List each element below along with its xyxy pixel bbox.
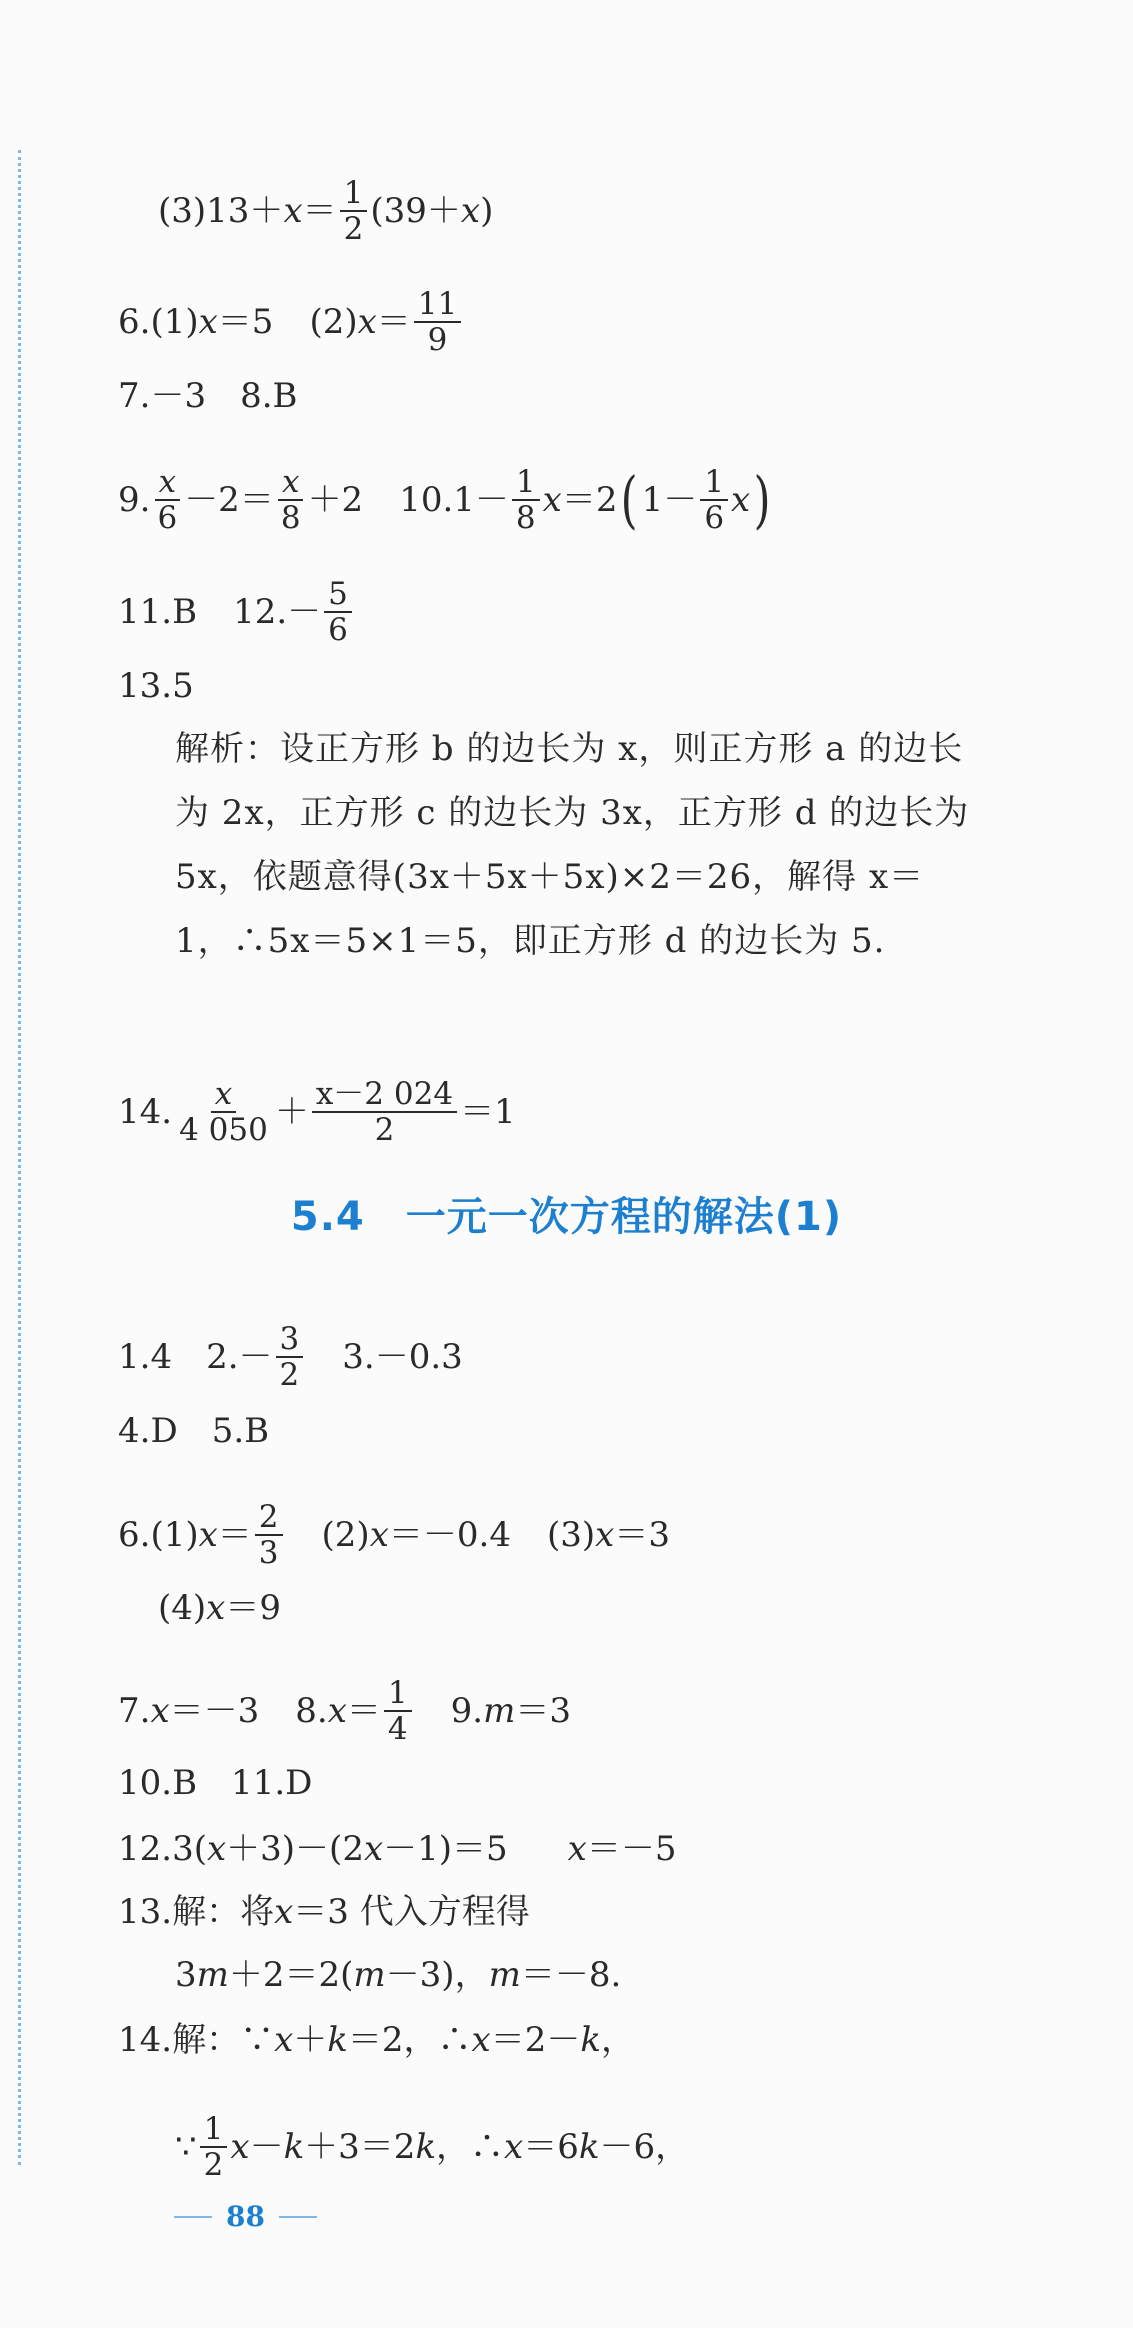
denominator: 8	[515, 500, 536, 536]
numerator: x	[211, 1077, 236, 1113]
text: －3)，	[385, 1955, 489, 1995]
var: x	[460, 191, 481, 231]
text: ＝3	[515, 1691, 571, 1731]
answer-7-8	[118, 376, 298, 416]
text: 7.	[118, 1691, 151, 1731]
text: 1－	[641, 480, 698, 520]
numerator: x	[278, 465, 303, 501]
denominator: 6	[157, 500, 178, 536]
section-heading: 5.4 一元一次方程的解法(1)	[290, 1194, 843, 1240]
text: －1)＝5	[383, 1829, 508, 1869]
answer-14	[118, 1077, 516, 1147]
numerator: 3	[276, 1322, 304, 1358]
fraction	[175, 1077, 272, 1147]
denominator: 2	[343, 211, 364, 247]
text: ＝	[376, 302, 411, 342]
numerator: x－2 024	[312, 1077, 457, 1113]
answer-7-9	[118, 1676, 571, 1746]
text: 14.解：∵	[118, 2020, 275, 2060]
denominator: 9	[427, 322, 448, 358]
text: ＝3	[614, 1515, 670, 1555]
var: m	[483, 1691, 516, 1731]
text: 8.	[295, 1691, 328, 1731]
text: 12.－	[233, 592, 322, 632]
var: x	[150, 1691, 170, 1731]
text: －	[249, 2127, 284, 2167]
text: (2)	[309, 302, 358, 342]
text: ＝9	[225, 1588, 281, 1628]
fraction	[200, 2112, 228, 2182]
text: 7.－3 8.B	[118, 376, 298, 416]
text: 11.B	[118, 592, 198, 632]
denominator: 8	[280, 500, 301, 536]
text: 10.B 11.D	[118, 1763, 313, 1803]
var: x	[198, 302, 218, 342]
var: x	[198, 1515, 218, 1555]
text: ＝	[346, 1691, 381, 1731]
answer-1-3	[118, 1322, 463, 1392]
var: x	[274, 1892, 294, 1932]
var: k	[327, 2020, 348, 2060]
page-number-text: 88	[226, 2200, 265, 2233]
var: x	[327, 1691, 347, 1731]
text: (4)	[158, 1588, 207, 1628]
text: (39＋	[370, 191, 461, 231]
text: ＝－8.	[520, 1955, 622, 1995]
answer-6-a	[118, 1500, 670, 1570]
answer-9-10	[118, 465, 774, 535]
var: k	[580, 2020, 601, 2060]
var: x	[731, 480, 751, 520]
text: 13.解：将	[118, 1892, 275, 1932]
dash-right	[279, 2216, 317, 2218]
text: ＝3 代入方程得	[293, 1892, 530, 1932]
numerator: 5	[324, 577, 352, 613]
text: ＋2	[307, 480, 364, 520]
numerator: 1	[512, 465, 540, 501]
fraction	[340, 176, 368, 246]
var: x	[504, 2127, 524, 2167]
text: ＋3)－(2	[226, 1829, 364, 1869]
text: 4.D 5.B	[118, 1411, 270, 1451]
var: m	[196, 1955, 229, 1995]
text: ＋	[274, 1092, 309, 1132]
fraction	[255, 1500, 283, 1570]
text: －6，	[599, 2127, 690, 2167]
text: ＝6	[523, 2127, 579, 2167]
paren: (	[621, 463, 639, 536]
answer-13-line2	[175, 1955, 621, 1995]
answer-14-line1	[118, 2020, 635, 2060]
denominator: 6	[328, 612, 348, 648]
text: ＋2＝2(	[228, 1955, 354, 1995]
numerator: 11	[414, 287, 461, 323]
var: x	[369, 1515, 389, 1555]
numerator: 2	[255, 1500, 283, 1536]
denominator: 6	[704, 500, 725, 536]
text: －2＝	[184, 480, 274, 520]
text: 1.4 2.－	[118, 1337, 273, 1377]
text: ＝－3	[169, 1691, 260, 1731]
fraction	[384, 1676, 412, 1746]
fraction	[277, 465, 305, 535]
fraction	[276, 1322, 304, 1392]
denominator: 4	[387, 1711, 408, 1747]
answer-12	[118, 1829, 677, 1869]
numerator: 1	[340, 176, 368, 212]
answer-10-11	[118, 1763, 312, 1803]
page-number	[160, 2200, 331, 2233]
text: 9.	[118, 480, 151, 520]
numerator: x	[155, 465, 180, 501]
answer-11-12	[118, 577, 355, 647]
text: (2)	[321, 1515, 370, 1555]
text: 6.(1)	[118, 1515, 199, 1555]
var: x	[206, 1588, 226, 1628]
denominator: 2	[279, 1357, 300, 1393]
var: x	[274, 2020, 294, 2060]
answer-6-b	[158, 1588, 281, 1628]
answer-6	[118, 287, 464, 357]
fraction	[153, 465, 181, 535]
answer-13-line1	[118, 1892, 530, 1932]
text: )	[480, 191, 494, 231]
fraction	[324, 577, 352, 647]
denominator: 2	[203, 2147, 224, 2183]
text: ，	[600, 2020, 635, 2060]
numerator: 1	[700, 465, 728, 501]
var: x	[206, 1829, 227, 1869]
answer-14-line2	[175, 2112, 689, 2182]
text: 14.	[118, 1092, 173, 1132]
var: x	[230, 2127, 250, 2167]
text: ∵	[175, 2127, 197, 2167]
text: 3.－0.3	[342, 1337, 463, 1377]
text: ＝2	[561, 480, 618, 520]
text: ＝1	[460, 1092, 516, 1132]
text: 3	[175, 1955, 197, 1995]
denominator: 2	[374, 1112, 395, 1148]
text: (3)	[546, 1515, 596, 1555]
var: x	[542, 480, 562, 520]
var: k	[578, 2127, 600, 2167]
denominator: 4 050	[179, 1112, 268, 1148]
text: ＝5	[217, 302, 274, 342]
fraction	[700, 465, 728, 535]
denominator: 3	[258, 1535, 279, 1571]
var: k	[283, 2127, 305, 2167]
paren: )	[753, 463, 771, 536]
numerator: 1	[200, 2112, 228, 2148]
text: 9.	[450, 1691, 484, 1731]
var: x	[595, 1515, 615, 1555]
answer-4-5	[118, 1411, 269, 1451]
var: x	[567, 1829, 587, 1869]
text: ＝	[302, 191, 337, 231]
text: ，∴	[436, 2127, 505, 2167]
text: ＝	[217, 1515, 252, 1555]
text: ＋3＝2	[304, 2127, 416, 2167]
var: k	[415, 2127, 437, 2167]
text: 12.3(	[118, 1829, 207, 1869]
fraction	[414, 287, 461, 357]
answer-13	[118, 666, 194, 706]
text: (3)13＋	[158, 191, 284, 231]
numerator: 1	[384, 1676, 412, 1712]
binding-margin-line	[18, 150, 31, 2165]
var: m	[353, 1955, 386, 1995]
text: ＝－5	[586, 1829, 677, 1869]
text: ＝－0.4	[388, 1515, 511, 1555]
var: m	[488, 1955, 521, 1995]
solution-explanation: 解析：设正方形 b 的边长为 x，则正方形 a 的边长为 2x，正方形 c 的边长为 3x，正方形 d 的边长为 5x，依题意得(3x＋5x＋5x)×2＝26，解得 x＝1，∴5x＝5×1＝5，即正方形 d 的边长为 5.	[175, 729, 970, 961]
var: x	[471, 2020, 491, 2060]
text: ＝2－	[490, 2020, 581, 2060]
dash-left	[174, 2216, 212, 2218]
text: 13.5	[118, 666, 194, 706]
text: 6.(1)	[118, 302, 199, 342]
var: x	[357, 302, 377, 342]
text: 10.1－	[399, 480, 509, 520]
text: ＝2，∴	[347, 2020, 472, 2060]
var: x	[283, 191, 303, 231]
text: ＋	[293, 2020, 328, 2060]
var: x	[363, 1829, 384, 1869]
fraction	[512, 465, 540, 535]
answer-5-3	[158, 176, 493, 246]
fraction	[312, 1077, 457, 1147]
